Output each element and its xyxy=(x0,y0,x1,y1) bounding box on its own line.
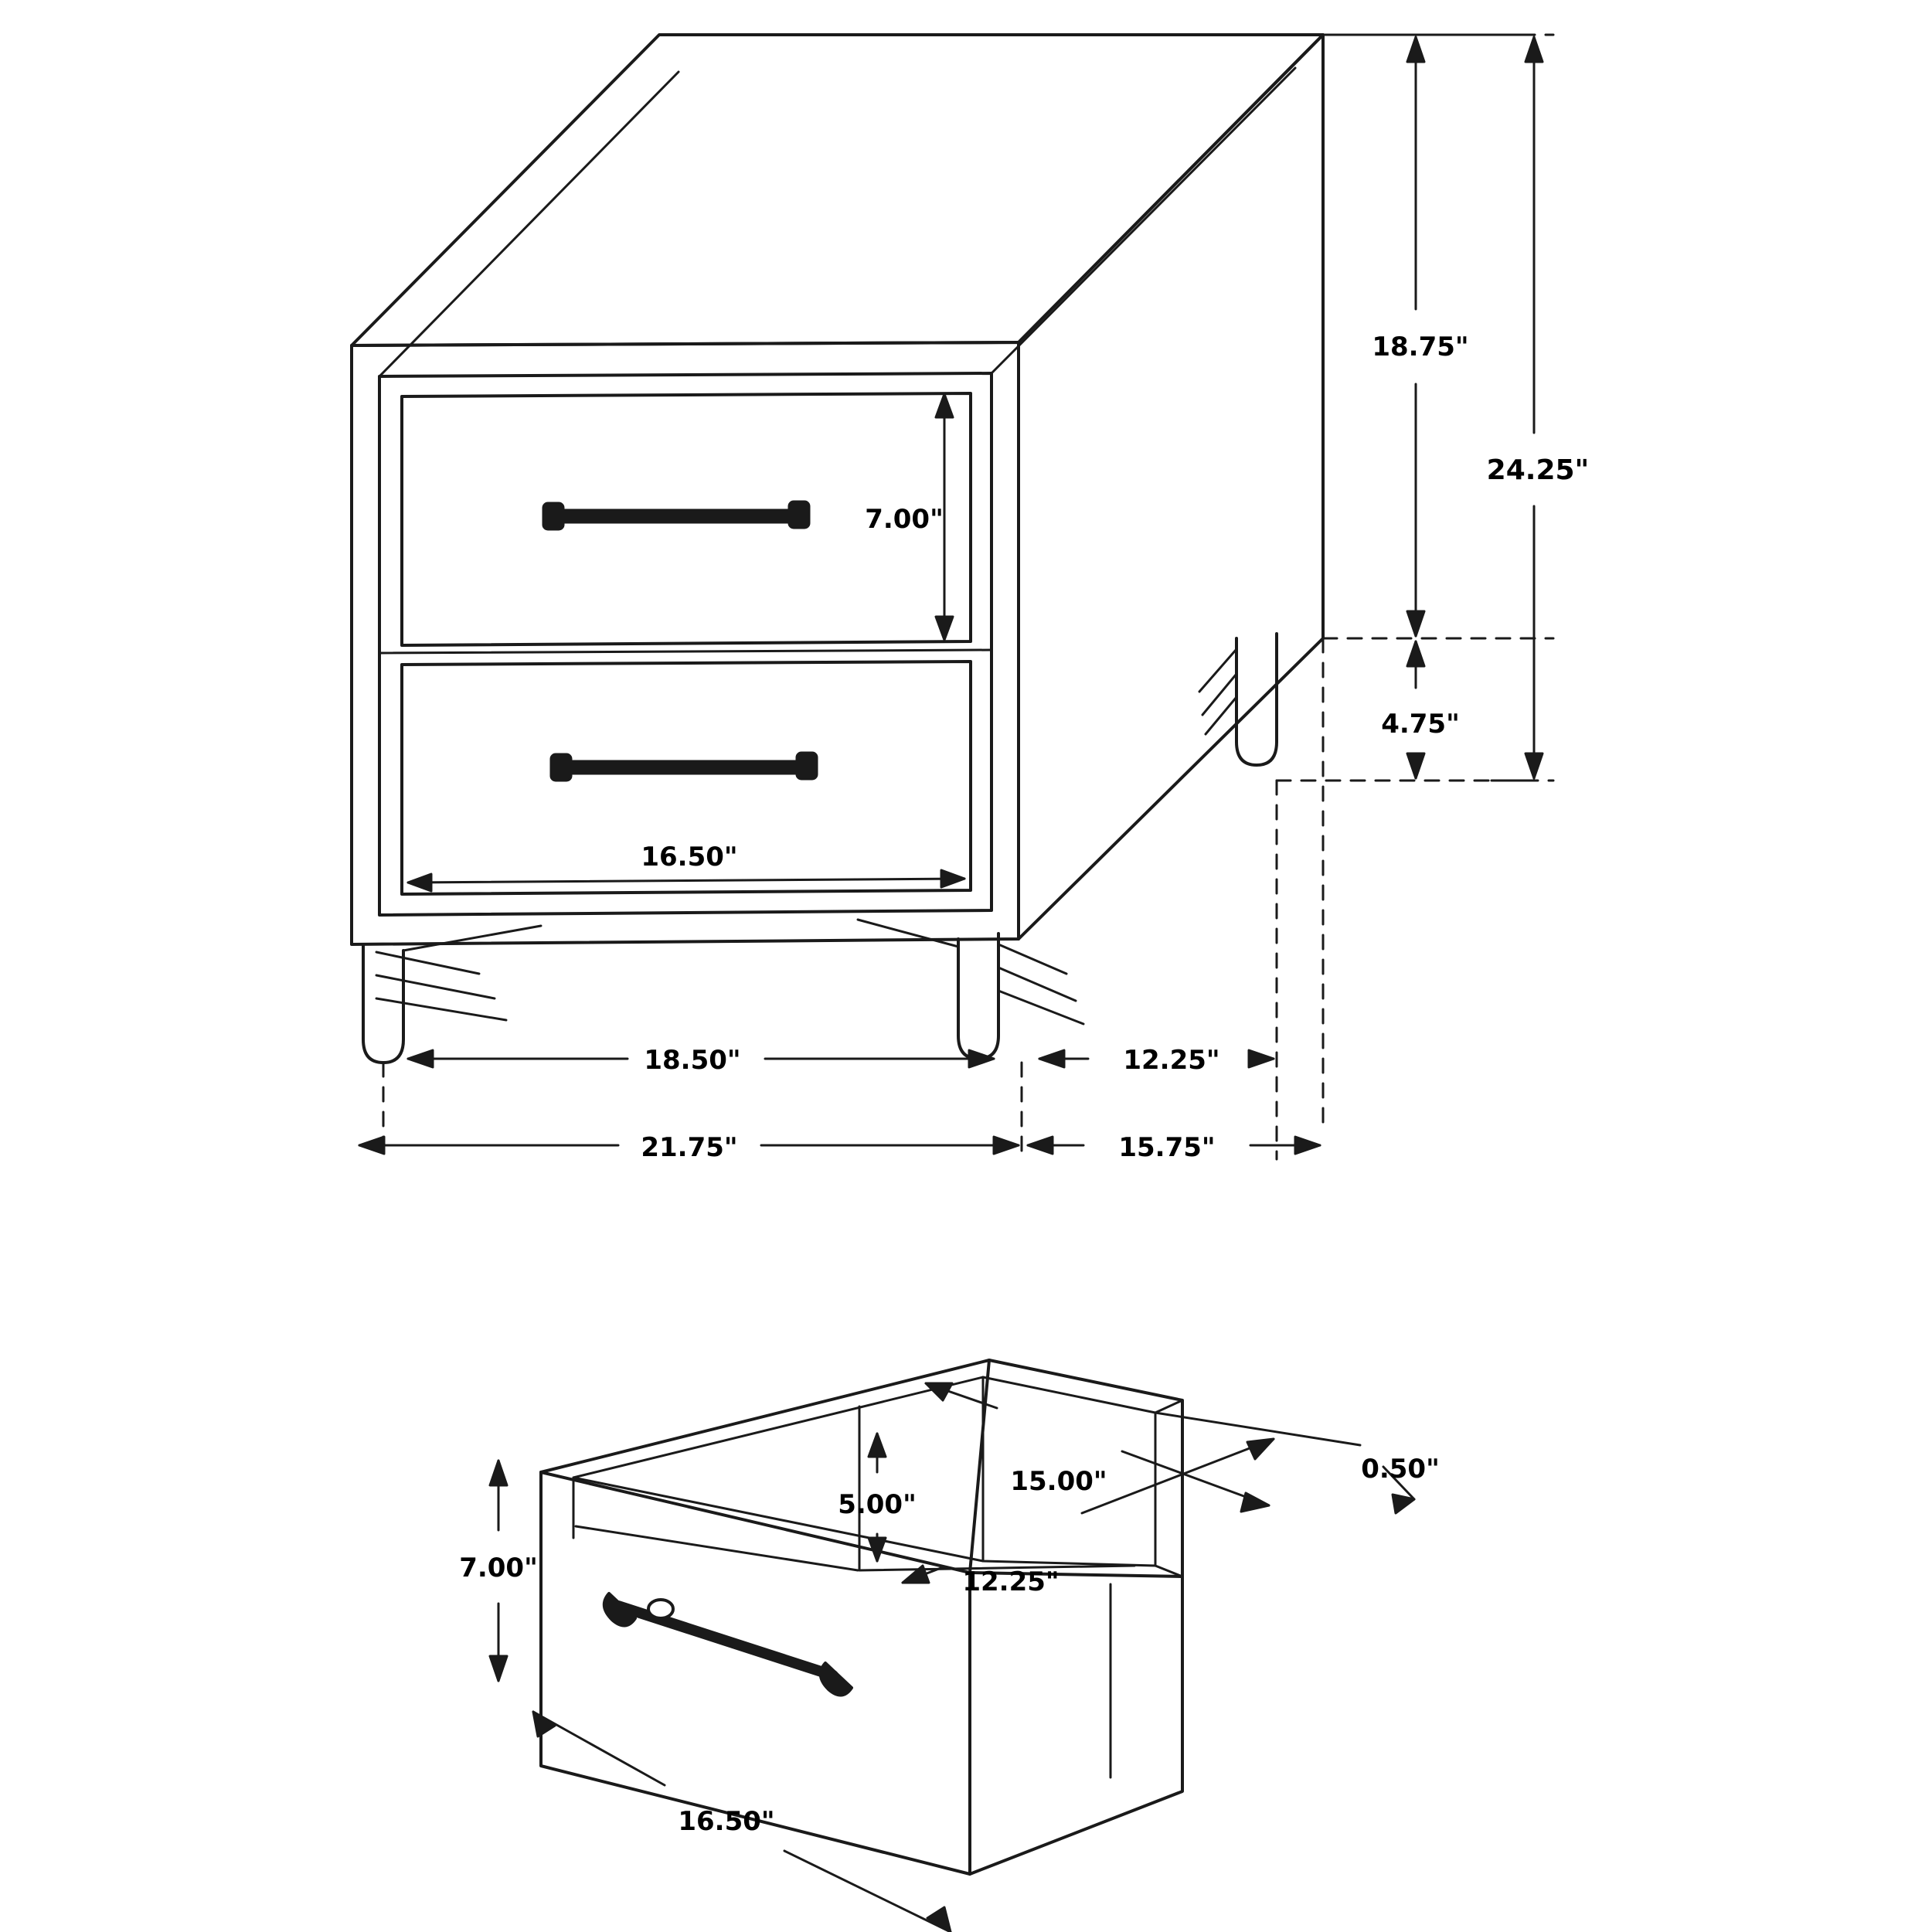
dim-label-leg-span-depth: 12.25" xyxy=(1123,1045,1220,1076)
leg-rear-right xyxy=(1199,634,1277,765)
lower-drawer-handle xyxy=(551,753,817,781)
dim-label-overall-width: 21.75" xyxy=(641,1132,738,1163)
dim-label-upper-section-height: 18.75" xyxy=(1372,332,1469,362)
leg-front-left xyxy=(363,926,541,1063)
dim-label-drawer-side-thickness: 0.50" xyxy=(1361,1454,1440,1485)
dim-label-leg-height: 4.75" xyxy=(1381,709,1460,740)
dim-label-drawer-face-width-2: 16.50" xyxy=(678,1806,775,1837)
bottom-extension-lines xyxy=(383,638,1323,1159)
upper-drawer-handle xyxy=(543,502,809,529)
dim-label-drawer-box-height: 7.00" xyxy=(459,1553,538,1583)
dim-label-drawer-face-width: 16.50" xyxy=(641,842,738,872)
dim-label-drawer-interior-height: 5.00" xyxy=(838,1489,917,1520)
dim-label-drawer-interior-depth: 12.25" xyxy=(962,1566,1060,1597)
dim-drawer-face-width xyxy=(408,870,964,891)
drawer-fronts xyxy=(379,393,992,894)
dim-label-drawer-interior-width: 15.00" xyxy=(1010,1466,1107,1497)
cabinet-body xyxy=(352,35,1323,944)
dim-drawer-interior-depth xyxy=(903,1439,1274,1583)
drawer-box-handle xyxy=(604,1594,852,1696)
dim-overall-height xyxy=(1321,35,1543,781)
dim-label-drawer-face-height: 7.00" xyxy=(865,504,944,535)
dim-label-leg-span-width: 18.50" xyxy=(644,1045,741,1076)
dim-label-overall-depth: 15.75" xyxy=(1118,1132,1216,1163)
dim-label-overall-height: 24.25" xyxy=(1486,454,1590,486)
